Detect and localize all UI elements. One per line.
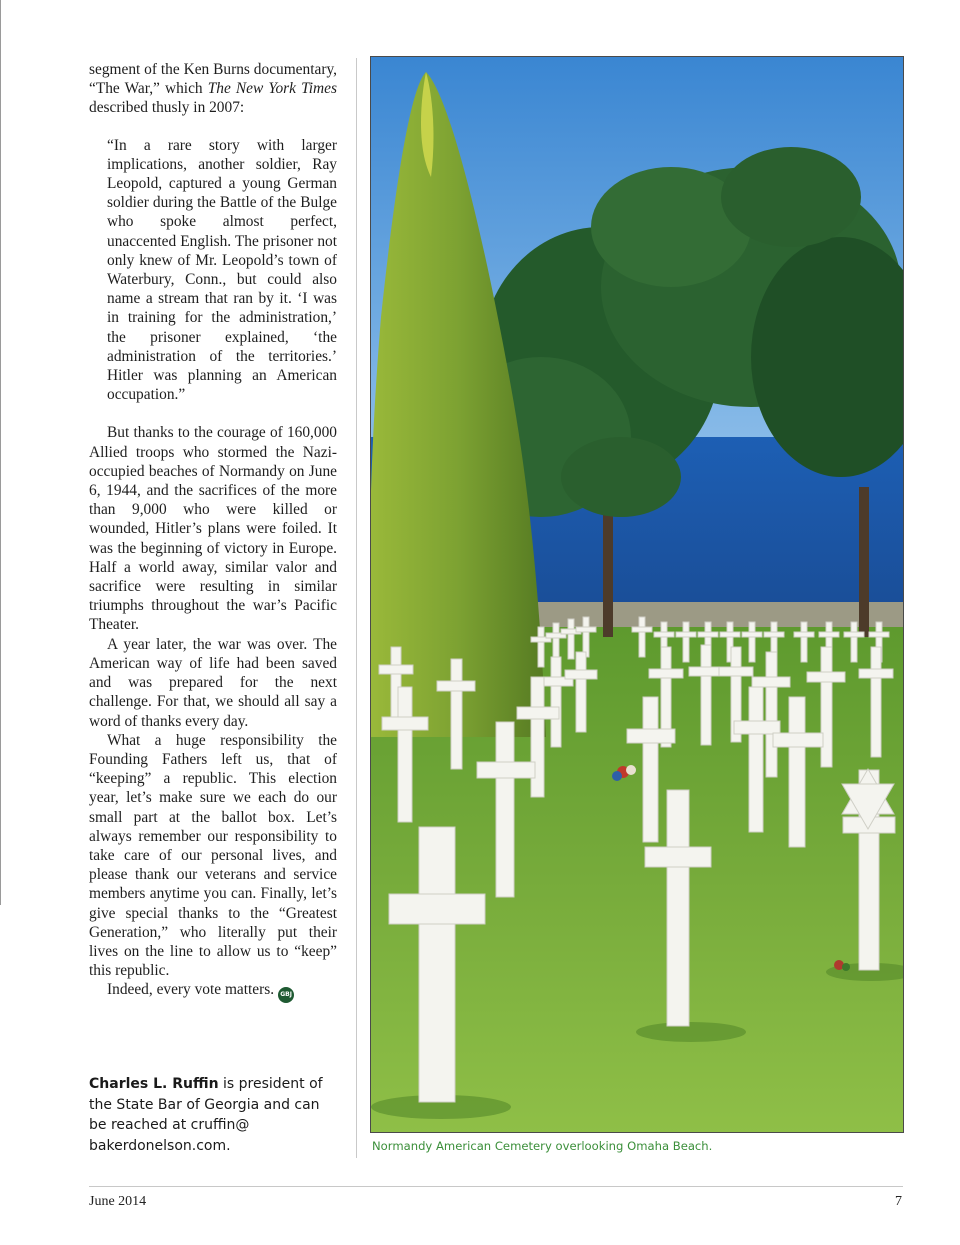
author-bio: Charles L. Ruffin is president of the State Bar of Georgia and can be reached at cruffin@ bakerdonelson.com. <box>89 1076 323 1154</box>
article-paragraph: What a huge responsibility the Founding Fathers left us, that of “keeping” a republic. This election year, let’s make sure we each do our small part at the ballot box. Let’s always remember our responsibility to take care of our personal lives, and please thank our veterans and service members anytime you can. Finally, let’s give special thanks to the “Greatest Generation,” who literally put their lives on the line to allow us to “keep” this republic. <box>89 731 337 980</box>
photo-caption: Normandy American Cemetery overlooking Omaha Beach. <box>372 1139 713 1153</box>
page-edge-rule <box>0 0 1 905</box>
footer-rule <box>89 1186 903 1187</box>
article-paragraph: But thanks to the courage of 160,000 Allied troops who stormed the Nazi-occupied beaches of Normandy on June 6, 1944, and the sacrifices of the more than 9,000 who were killed or wounded, Hitler’s plans were foiled. It was the beginning of victory in Europe. Half a world away, similar valor and sacrifice were resulting in similar triumphs throughout the war’s Pacific Theater. <box>89 424 337 634</box>
article-closing-paragraph: Indeed, every vote matters. GBJ <box>89 980 337 1003</box>
page-number: 7 <box>895 1194 902 1209</box>
article-column <box>89 60 337 1003</box>
column-divider <box>356 58 357 1158</box>
block-quote: “In a rare story with larger implications, another soldier, Ray Leopold, captured a young German soldier during the Battle of the Bulge who spoke almost perfect, unaccented English. The prisoner not only knew of Mr. Leopold’s town of Waterbury, Conn., but could also name a stream that ran by it. ‘I was in training for the administration,’ the prisoner explained, ‘the administration of the territories.’ Hitler was planning an American occupation.” <box>107 136 337 404</box>
footer-date: June 2014 <box>89 1194 147 1209</box>
author-name: Charles L. Ruffin <box>89 1076 219 1092</box>
cemetery-photo <box>370 56 904 1133</box>
end-mark-logo: GBJ <box>278 987 294 1003</box>
author-email-domain: bakerdonelson.com. <box>89 1137 231 1154</box>
cemetery-illustration <box>371 57 904 1133</box>
article-paragraph: A year later, the war was over. The American way of life had been saved and was prepared for the next challenge. For that, we should all say a word of thanks every day. <box>89 635 337 730</box>
article-paragraph-intro: segment of the Ken Burns documentary, “The War,” which The New York Times described thusly in 2007: <box>89 61 337 117</box>
publication-title: The New York Times <box>207 80 337 98</box>
